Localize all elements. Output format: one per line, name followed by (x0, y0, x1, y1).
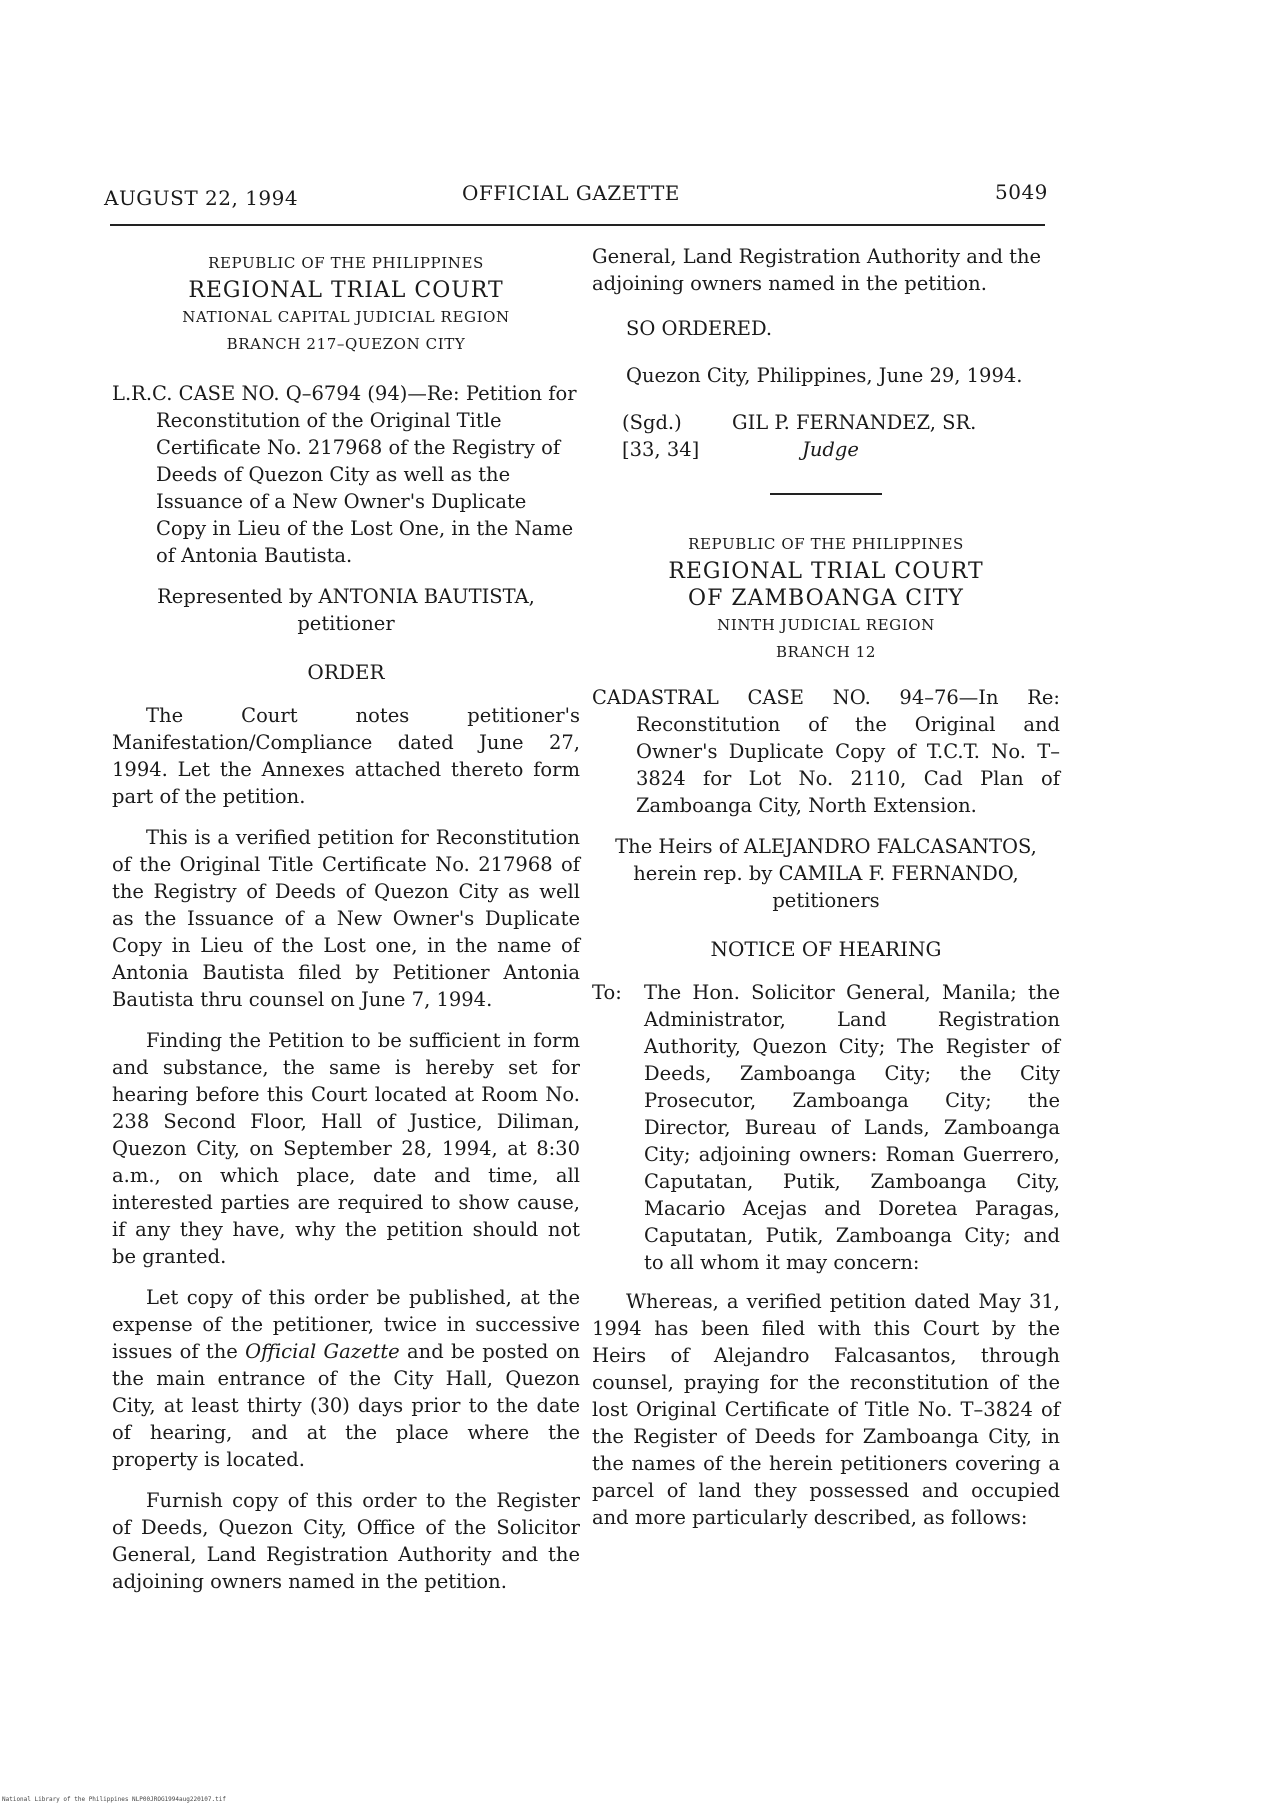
left-column (112, 250, 580, 1593)
page-number: 5049 (995, 180, 1048, 204)
notice-heading: NOTICE OF HEARING (710, 937, 942, 961)
court-line: REGIONAL TRIAL COURT (668, 559, 984, 584)
publication-title: OFFICIAL GAZETTE (462, 181, 680, 205)
whereas-paragraph: Whereas, a verified petition dated May 31, 1994 has been filed with this Court by the Heirs of Alejandro Falcasantos, through counsel, praying for the reconstitution of the lost Original Certificate of Title No. T–3824 of the Register of Deeds for Zamboanga City, in the names of the herein petitioners covering a parcel of land they possessed and occupied and more particularly described, as follows: (592, 1290, 1060, 1529)
reference-numbers: [33, 34] (622, 438, 700, 461)
publish-text: and be posted on the main entrance of the City Hall, Quezon City, at least thirty (30) days prior to the date of hearing, and at the place where the property is located. (112, 1340, 580, 1471)
case-caption: L.R.C. CASE NO. Q–6794 (94)—Re: Petition for Reconstitution of the Original Title Certificate No. 217968 of the Registry of Deeds of Quezon City as well as the Issuance of a New Owner's Duplicate Copy in Lieu of the Lost One, in the Name of Antonia Bautista. (112, 382, 577, 567)
order-place-date: Quezon City, Philippines, June 29, 1994. (626, 364, 1023, 387)
order-heading: ORDER (307, 660, 385, 684)
court-line: NATIONAL CAPITAL JUDICIAL REGION (182, 308, 510, 326)
court-line: REGIONAL TRIAL COURT (188, 278, 504, 303)
scan-footer: National Library of the Philippines NLP00JROG1994aug220107.tif (2, 1796, 226, 1803)
sgd-mark: (Sgd.) (622, 411, 682, 434)
court-line: OF ZAMBOANGA CITY (688, 586, 964, 611)
furnish-paragraph: Furnish copy of this order to the Register of Deeds, Quezon City, Office of the Solicitor General, Land Registration Authority and the adjoining owners named in the petition. (112, 1489, 580, 1593)
court-line: BRANCH 217–QUEZON CITY (226, 335, 466, 353)
publication-name: Official Gazette (245, 1340, 400, 1363)
right-column (592, 243, 1060, 1531)
court-heading-1 (112, 250, 580, 358)
represented-line: petitioner (297, 612, 395, 635)
section-divider (770, 493, 882, 495)
court-line: BRANCH 12 (775, 643, 877, 661)
court-line: REPUBLIC OF THE PHILIPPINES (688, 535, 964, 553)
case-caption-2: CADASTRAL CASE NO. 94–76—In Re: Reconstitution of the Original and Owner's Duplicate Copy of T.C.T. No. T–3824 for Lot No. 2110, Cad Plan of Zamboanga City, North Extension. (592, 686, 1060, 817)
court-line: REPUBLIC OF THE PHILIPPINES (208, 254, 484, 272)
addressees (592, 979, 1060, 1276)
order-paragraph: The Court notes petitioner's Manifestation/Compliance dated June 27, 1994. Let the Annexes attached thereto form part of the petition. (112, 704, 580, 808)
court-heading-2 (592, 531, 1060, 666)
order-paragraph: This is a verified petition for Reconstitution of the Original Title Certificate No. 217968 of the Registry of Deeds of Quezon City as well as the Issuance of a New Owner's Duplicate Copy in Lieu of the Lost one, in the name of Antonia Bautista filed by Petitioner Antonia Bautista thru counsel on June 7, 1994. (112, 826, 580, 1011)
publish-text: Let copy of this order be published, at the expense of the petitioner, twice in successive issues of the (112, 1286, 580, 1363)
addressee-list: The Hon. Solicitor General, Manila; the Administrator, Land Registration Authority, Quezon City; The Register of Deeds, Zamboanga City; the City Prosecutor, Zamboanga City; the Director, Bureau of Lands, Zamboanga City; adjoining owners: Roman Guerrero, Caputatan, Putik, Zamboanga City, Macario Acejas and Doretea Paragas, Caputatan, Putik, Zamboanga City; and to all whom it may concern: (644, 981, 1060, 1274)
order-paragraph: Finding the Petition to be sufficient in form and substance, the same is hereby set for hearing before this Court located at Room No. 238 Second Floor, Hall of Justice, Diliman, Quezon City, on September 28, 1994, at 8:30 a.m., on which place, date and time, all interested parties are required to show cause, if any they have, why the petition should not be granted. (112, 1029, 580, 1268)
signature-row (622, 409, 1060, 436)
heirs-line: The Heirs of ALEJANDRO FALCASANTOS, herein rep. by CAMILA F. FERNANDO, petitioners (615, 835, 1037, 912)
judge-title: Judge (802, 438, 859, 461)
to-label: To: (592, 981, 622, 1004)
judge-name: GIL P. FERNANDEZ, SR. (732, 411, 977, 434)
publish-paragraph (112, 1284, 580, 1473)
court-line: NINTH JUDICIAL REGION (717, 616, 935, 634)
signature-row (622, 436, 1060, 463)
signature-block (592, 409, 1060, 463)
so-ordered: SO ORDERED. (626, 317, 773, 340)
represented-line: Represented by ANTONIA BAUTISTA, (157, 585, 535, 608)
header-rule (110, 224, 1045, 226)
issue-date: AUGUST 22, 1994 (104, 186, 299, 210)
represented-by (112, 583, 580, 637)
furnish-continuation: General, Land Registration Authority and the adjoining owners named in the petition. (592, 245, 1042, 295)
